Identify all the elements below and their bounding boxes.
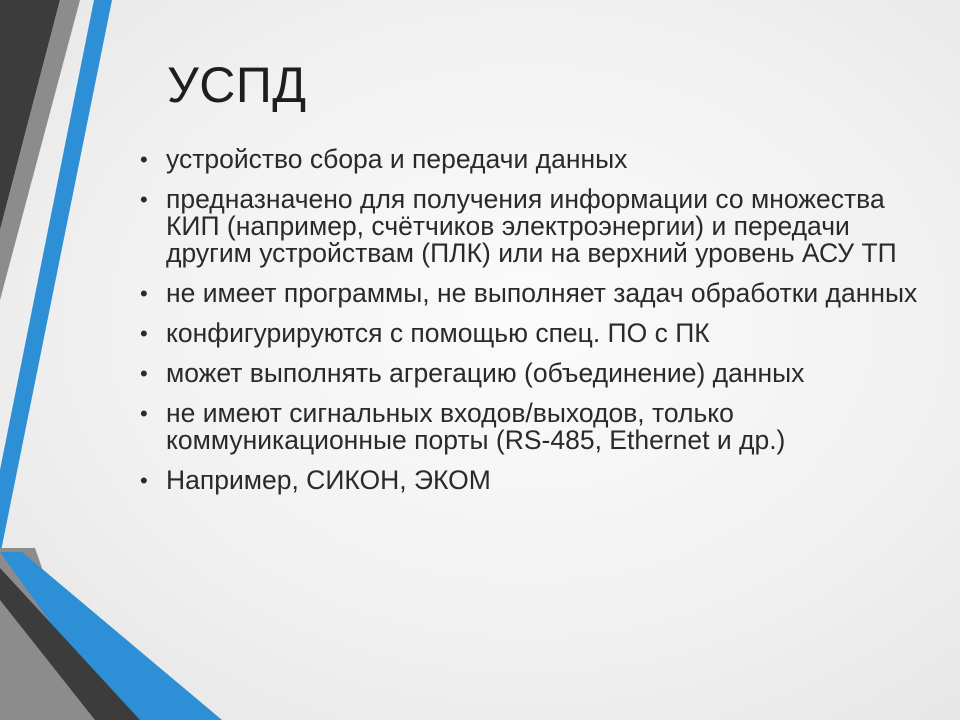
bullet-text: Например, СИКОН, ЭКОМ [166, 465, 491, 495]
bullet-dot-icon: • [140, 281, 148, 306]
bullet-item [140, 280, 930, 307]
bullet-item [140, 146, 930, 173]
bullet-dot-icon: • [140, 187, 148, 212]
bullet-item [140, 467, 930, 494]
bullet-item [140, 320, 930, 347]
bullet-dot-icon: • [140, 147, 148, 172]
bullet-list [140, 146, 930, 507]
bullet-item [140, 186, 930, 267]
bullet-text: не имеет программы, не выполняет задач обработки данных [166, 278, 918, 308]
bullet-dot-icon: • [140, 361, 148, 386]
bullet-text: устройство сбора и передачи данных [166, 144, 628, 174]
bullet-text: конфигурируются с помощью спец. ПО с ПК [166, 318, 710, 348]
bullet-dot-icon: • [140, 321, 148, 346]
bullet-dot-icon: • [140, 468, 148, 493]
bullet-dot-icon: • [140, 401, 148, 426]
slide-title: УСПД [167, 57, 307, 113]
bullet-text: предназначено для получения информации со множества КИП (например, счётчиков электроэнергии) и передачи другим устройствам (ПЛК) или на верхний уровень АСУ ТП [166, 184, 897, 268]
bullet-item [140, 360, 930, 387]
bullet-text: может выполнять агрегацию (объединение) данных [166, 358, 805, 388]
bullet-text: не имеют сигнальных входов/выходов, только коммуникационные порты (RS-485, Ethernet и др.) [166, 398, 786, 455]
bullet-item [140, 400, 930, 454]
